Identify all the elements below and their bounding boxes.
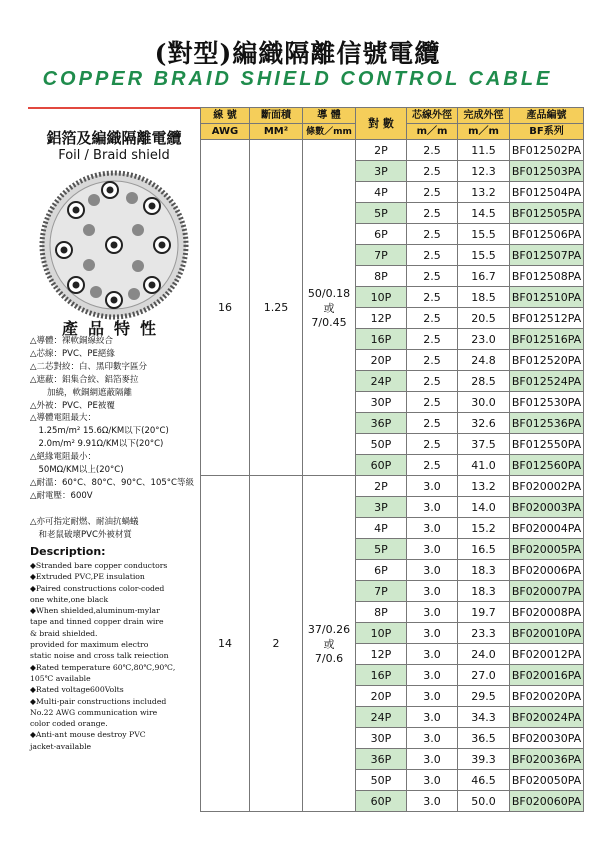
core-od-cell: 2.5 <box>407 140 458 161</box>
pairs-cell: 5P <box>356 203 407 224</box>
product-no-cell: BF012505PA <box>510 203 584 224</box>
product-no-cell: BF012530PA <box>510 392 584 413</box>
finished-od-cell: 15.5 <box>458 245 510 266</box>
finished-od-cell: 14.0 <box>458 497 510 518</box>
feature-item: 和老鼠破壞PVC外被材質 <box>30 529 132 540</box>
core-od-cell: 2.5 <box>407 224 458 245</box>
core-od-cell: 3.0 <box>407 707 458 728</box>
product-no-cell: BF012510PA <box>510 287 584 308</box>
pairs-cell: 30P <box>356 392 407 413</box>
features-title: 產品特性 <box>61 319 166 338</box>
core-od-cell: 2.5 <box>407 266 458 287</box>
pairs-cell: 36P <box>356 749 407 770</box>
product-no-cell: BF020005PA <box>510 539 584 560</box>
finished-od-cell: 15.5 <box>458 224 510 245</box>
product-no-cell: BF012560PA <box>510 455 584 476</box>
pairs-cell: 20P <box>356 350 407 371</box>
pairs-cell: 60P <box>356 791 407 812</box>
description-item: ◆Extruded PVC,PE insulation <box>30 572 145 582</box>
product-no-cell: BF012507PA <box>510 245 584 266</box>
finished-od-cell: 46.5 <box>458 770 510 791</box>
pairs-cell: 16P <box>356 329 407 350</box>
feature-item: 1.25m/m² 15.6Ω/KM以下(20°C) <box>30 426 169 437</box>
header-cond-en: 條數／mm <box>303 124 356 140</box>
header-area-cn: 斷面積 <box>250 108 303 124</box>
finished-od-cell: 36.5 <box>458 728 510 749</box>
product-no-cell: BF012502PA <box>510 140 584 161</box>
core-od-cell: 2.5 <box>407 182 458 203</box>
finished-od-cell: 41.0 <box>458 455 510 476</box>
product-no-cell: BF012506PA <box>510 224 584 245</box>
table-row <box>201 140 584 161</box>
description-item: tape and tinned copper drain wire <box>30 617 164 627</box>
product-no-cell: BF020002PA <box>510 476 584 497</box>
section-divider <box>28 107 200 109</box>
left-subheading: Foil / Braid shield <box>58 148 170 163</box>
conductor-spec: 或 <box>323 301 335 315</box>
finished-od-cell: 15.2 <box>458 518 510 539</box>
features-list <box>30 335 205 542</box>
product-no-cell: BF020004PA <box>510 518 584 539</box>
pairs-cell: 8P <box>356 266 407 287</box>
product-no-cell: BF012512PA <box>510 308 584 329</box>
feature-item: △導體：裸軟銅線絞合 <box>30 336 114 346</box>
product-no-cell: BF020016PA <box>510 665 584 686</box>
pairs-cell: 3P <box>356 161 407 182</box>
description-item: ◆Paired constructions color-coded <box>30 583 165 593</box>
page-subtitle: COPPER BRAID SHIELD CONTROL CABLE <box>42 68 553 90</box>
cable-cross-section-diagram <box>34 170 194 320</box>
product-no-cell: BF020024PA <box>510 707 584 728</box>
core-od-cell: 3.0 <box>407 791 458 812</box>
pairs-cell: 10P <box>356 623 407 644</box>
core-od-cell: 3.0 <box>407 560 458 581</box>
page-title: (對型)編織隔離信號電纜 <box>154 39 441 68</box>
core-od-cell: 2.5 <box>407 434 458 455</box>
finished-od-cell: 19.7 <box>458 602 510 623</box>
feature-item: 加繞，軟銅網遮蔽隔離 <box>30 387 133 398</box>
finished-od-cell: 11.5 <box>458 140 510 161</box>
pairs-cell: 4P <box>356 182 407 203</box>
table-row <box>201 476 584 497</box>
pairs-cell: 7P <box>356 245 407 266</box>
conductor-spec: 7/0.45 <box>311 315 347 329</box>
finished-od-cell: 13.2 <box>458 182 510 203</box>
feature-item: 2.0m/m² 9.91Ω/KM以下(20°C) <box>30 439 164 450</box>
awg-cell: 14 <box>201 476 250 812</box>
product-no-cell: BF020003PA <box>510 497 584 518</box>
conductor-spec: 7/0.6 <box>314 651 344 665</box>
core-od-cell: 3.0 <box>407 728 458 749</box>
core-od-cell: 2.5 <box>407 455 458 476</box>
description-item: color coded orange. <box>30 719 108 729</box>
product-no-cell: BF012550PA <box>510 434 584 455</box>
pairs-cell: 2P <box>356 140 407 161</box>
conductor-cell <box>303 476 356 812</box>
awg-cell: 16 <box>201 140 250 476</box>
feature-item: △二芯對絞：白、黑印數字區分 <box>30 361 148 372</box>
finished-od-cell: 14.5 <box>458 203 510 224</box>
product-no-cell: BF012536PA <box>510 413 584 434</box>
finished-od-cell: 16.5 <box>458 539 510 560</box>
core-od-cell: 3.0 <box>407 644 458 665</box>
core-od-cell: 2.5 <box>407 203 458 224</box>
feature-item: △絕緣電阻最小： <box>30 452 97 463</box>
core-od-cell: 2.5 <box>407 413 458 434</box>
finished-od-cell: 23.0 <box>458 329 510 350</box>
finished-od-cell: 18.5 <box>458 287 510 308</box>
finished-od-cell: 13.2 <box>458 476 510 497</box>
product-no-cell: BF020007PA <box>510 581 584 602</box>
description-item: one white,one black <box>30 594 109 604</box>
finished-od-cell: 12.3 <box>458 161 510 182</box>
description-item: ◆Anti-ant mouse destroy PVC <box>30 730 146 740</box>
core-od-cell: 3.0 <box>407 749 458 770</box>
finished-od-cell: 34.3 <box>458 707 510 728</box>
product-no-cell: BF020036PA <box>510 749 584 770</box>
product-no-cell: BF020020PA <box>510 686 584 707</box>
product-no-cell: BF012508PA <box>510 266 584 287</box>
feature-item: △遮蔽：鋁集合絞、鋁箔麥拉 <box>30 374 139 385</box>
core-od-cell: 2.5 <box>407 287 458 308</box>
conductor-cell <box>303 140 356 476</box>
description-list <box>30 560 210 752</box>
header-core-cn: 芯線外徑 <box>407 108 458 124</box>
core-od-cell: 3.0 <box>407 602 458 623</box>
left-heading: 鋁箔及編織隔離電纜 <box>46 129 182 147</box>
pairs-cell: 6P <box>356 224 407 245</box>
core-od-cell: 3.0 <box>407 497 458 518</box>
product-no-cell: BF020050PA <box>510 770 584 791</box>
core-od-cell: 2.5 <box>407 371 458 392</box>
core-od-cell: 3.0 <box>407 770 458 791</box>
pairs-cell: 2P <box>356 476 407 497</box>
pairs-cell: 16P <box>356 665 407 686</box>
conductor-spec: 37/0.26 <box>307 622 351 636</box>
product-no-cell: BF020060PA <box>510 791 584 812</box>
product-no-cell: BF020030PA <box>510 728 584 749</box>
header-no-cn: 產品編號 <box>510 108 584 124</box>
spec-table <box>200 107 584 812</box>
conductor-spec: 或 <box>323 637 335 651</box>
product-no-cell: BF012516PA <box>510 329 584 350</box>
pairs-cell: 7P <box>356 581 407 602</box>
description-item: ◆Rated temperature 60℃,80℃,90℃, <box>30 662 176 672</box>
finished-od-cell: 32.6 <box>458 413 510 434</box>
header-pairs: 對 數 <box>356 108 407 140</box>
pairs-cell: 4P <box>356 518 407 539</box>
finished-od-cell: 29.5 <box>458 686 510 707</box>
feature-item: △導體電阻最大： <box>30 413 97 424</box>
area-cell: 2 <box>250 476 303 812</box>
feature-item <box>30 503 205 516</box>
description-item: ◆Stranded bare copper conductors <box>30 561 168 570</box>
core-od-cell: 3.0 <box>407 581 458 602</box>
conductor-spec: 50/0.18 <box>307 286 351 300</box>
pairs-cell: 5P <box>356 539 407 560</box>
pairs-cell: 6P <box>356 560 407 581</box>
header-od-en: m／m <box>458 124 510 140</box>
finished-od-cell: 28.5 <box>458 371 510 392</box>
core-od-cell: 3.0 <box>407 623 458 644</box>
header-area-en: MM² <box>250 124 303 140</box>
core-od-cell: 2.5 <box>407 392 458 413</box>
pairs-cell: 3P <box>356 497 407 518</box>
core-od-cell: 2.5 <box>407 308 458 329</box>
pairs-cell: 24P <box>356 707 407 728</box>
pairs-cell: 20P <box>356 686 407 707</box>
product-no-cell: BF020012PA <box>510 644 584 665</box>
core-od-cell: 2.5 <box>407 350 458 371</box>
feature-item: △耐電壓：600V <box>30 490 93 501</box>
pairs-cell: 24P <box>356 371 407 392</box>
description-item: ◆When shielded,aluminum-mylar <box>30 606 160 616</box>
description-item: & braid shielded. <box>30 628 98 638</box>
table-header-row <box>201 108 584 124</box>
finished-od-cell: 50.0 <box>458 791 510 812</box>
pairs-cell: 10P <box>356 287 407 308</box>
feature-item: △亦可指定耐燃、耐油抗蝸蟻 <box>30 516 139 527</box>
feature-item: △耐溫：60°C、80°C、90°C、105°C等級 <box>30 477 194 488</box>
description-item: jacket-available <box>30 741 92 751</box>
core-od-cell: 3.0 <box>407 539 458 560</box>
core-od-cell: 2.5 <box>407 245 458 266</box>
core-od-cell: 2.5 <box>407 161 458 182</box>
finished-od-cell: 27.0 <box>458 665 510 686</box>
description-item: No.22 AWG communication wire <box>30 707 158 717</box>
feature-item: 50MΩ/KM以上(20°C) <box>30 465 124 476</box>
description-item: ◆Rated voltage600Volts <box>30 685 124 695</box>
finished-od-cell: 18.3 <box>458 581 510 602</box>
finished-od-cell: 18.3 <box>458 560 510 581</box>
finished-od-cell: 30.0 <box>458 392 510 413</box>
product-no-cell: BF012524PA <box>510 371 584 392</box>
finished-od-cell: 37.5 <box>458 434 510 455</box>
header-no-en: BF系列 <box>510 124 584 140</box>
feature-item: △外被：PVC、PE被覆 <box>30 400 115 411</box>
product-no-cell: BF012503PA <box>510 161 584 182</box>
product-no-cell: BF020006PA <box>510 560 584 581</box>
description-item: ◆Multi-pair constructions included <box>30 696 167 706</box>
pairs-cell: 60P <box>356 455 407 476</box>
finished-od-cell: 23.3 <box>458 623 510 644</box>
finished-od-cell: 24.8 <box>458 350 510 371</box>
finished-od-cell: 24.0 <box>458 644 510 665</box>
pairs-cell: 50P <box>356 770 407 791</box>
product-no-cell: BF012520PA <box>510 350 584 371</box>
header-awg-en: AWG <box>201 124 250 140</box>
product-no-cell: BF012504PA <box>510 182 584 203</box>
finished-od-cell: 39.3 <box>458 749 510 770</box>
description-item: provided for maximum electro <box>30 640 149 650</box>
description-item: 105℃ available <box>30 673 91 683</box>
finished-od-cell: 16.7 <box>458 266 510 287</box>
description-item: static noise and cross talk reiection <box>30 651 169 661</box>
pairs-cell: 8P <box>356 602 407 623</box>
product-no-cell: BF020008PA <box>510 602 584 623</box>
header-awg-cn: 線 號 <box>201 108 250 124</box>
core-od-cell: 3.0 <box>407 476 458 497</box>
header-od-cn: 完成外徑 <box>458 108 510 124</box>
product-no-cell: BF020010PA <box>510 623 584 644</box>
pairs-cell: 36P <box>356 413 407 434</box>
core-od-cell: 2.5 <box>407 329 458 350</box>
pairs-cell: 50P <box>356 434 407 455</box>
description-title: Description: <box>30 545 106 558</box>
core-od-cell: 3.0 <box>407 518 458 539</box>
pairs-cell: 30P <box>356 728 407 749</box>
core-od-cell: 3.0 <box>407 686 458 707</box>
pairs-cell: 12P <box>356 644 407 665</box>
pairs-cell: 12P <box>356 308 407 329</box>
area-cell: 1.25 <box>250 140 303 476</box>
header-cond-cn: 導 體 <box>303 108 356 124</box>
core-od-cell: 3.0 <box>407 665 458 686</box>
finished-od-cell: 20.5 <box>458 308 510 329</box>
header-core-en: m／m <box>407 124 458 140</box>
feature-item: △芯線：PVC、PE絕緣 <box>30 348 115 359</box>
